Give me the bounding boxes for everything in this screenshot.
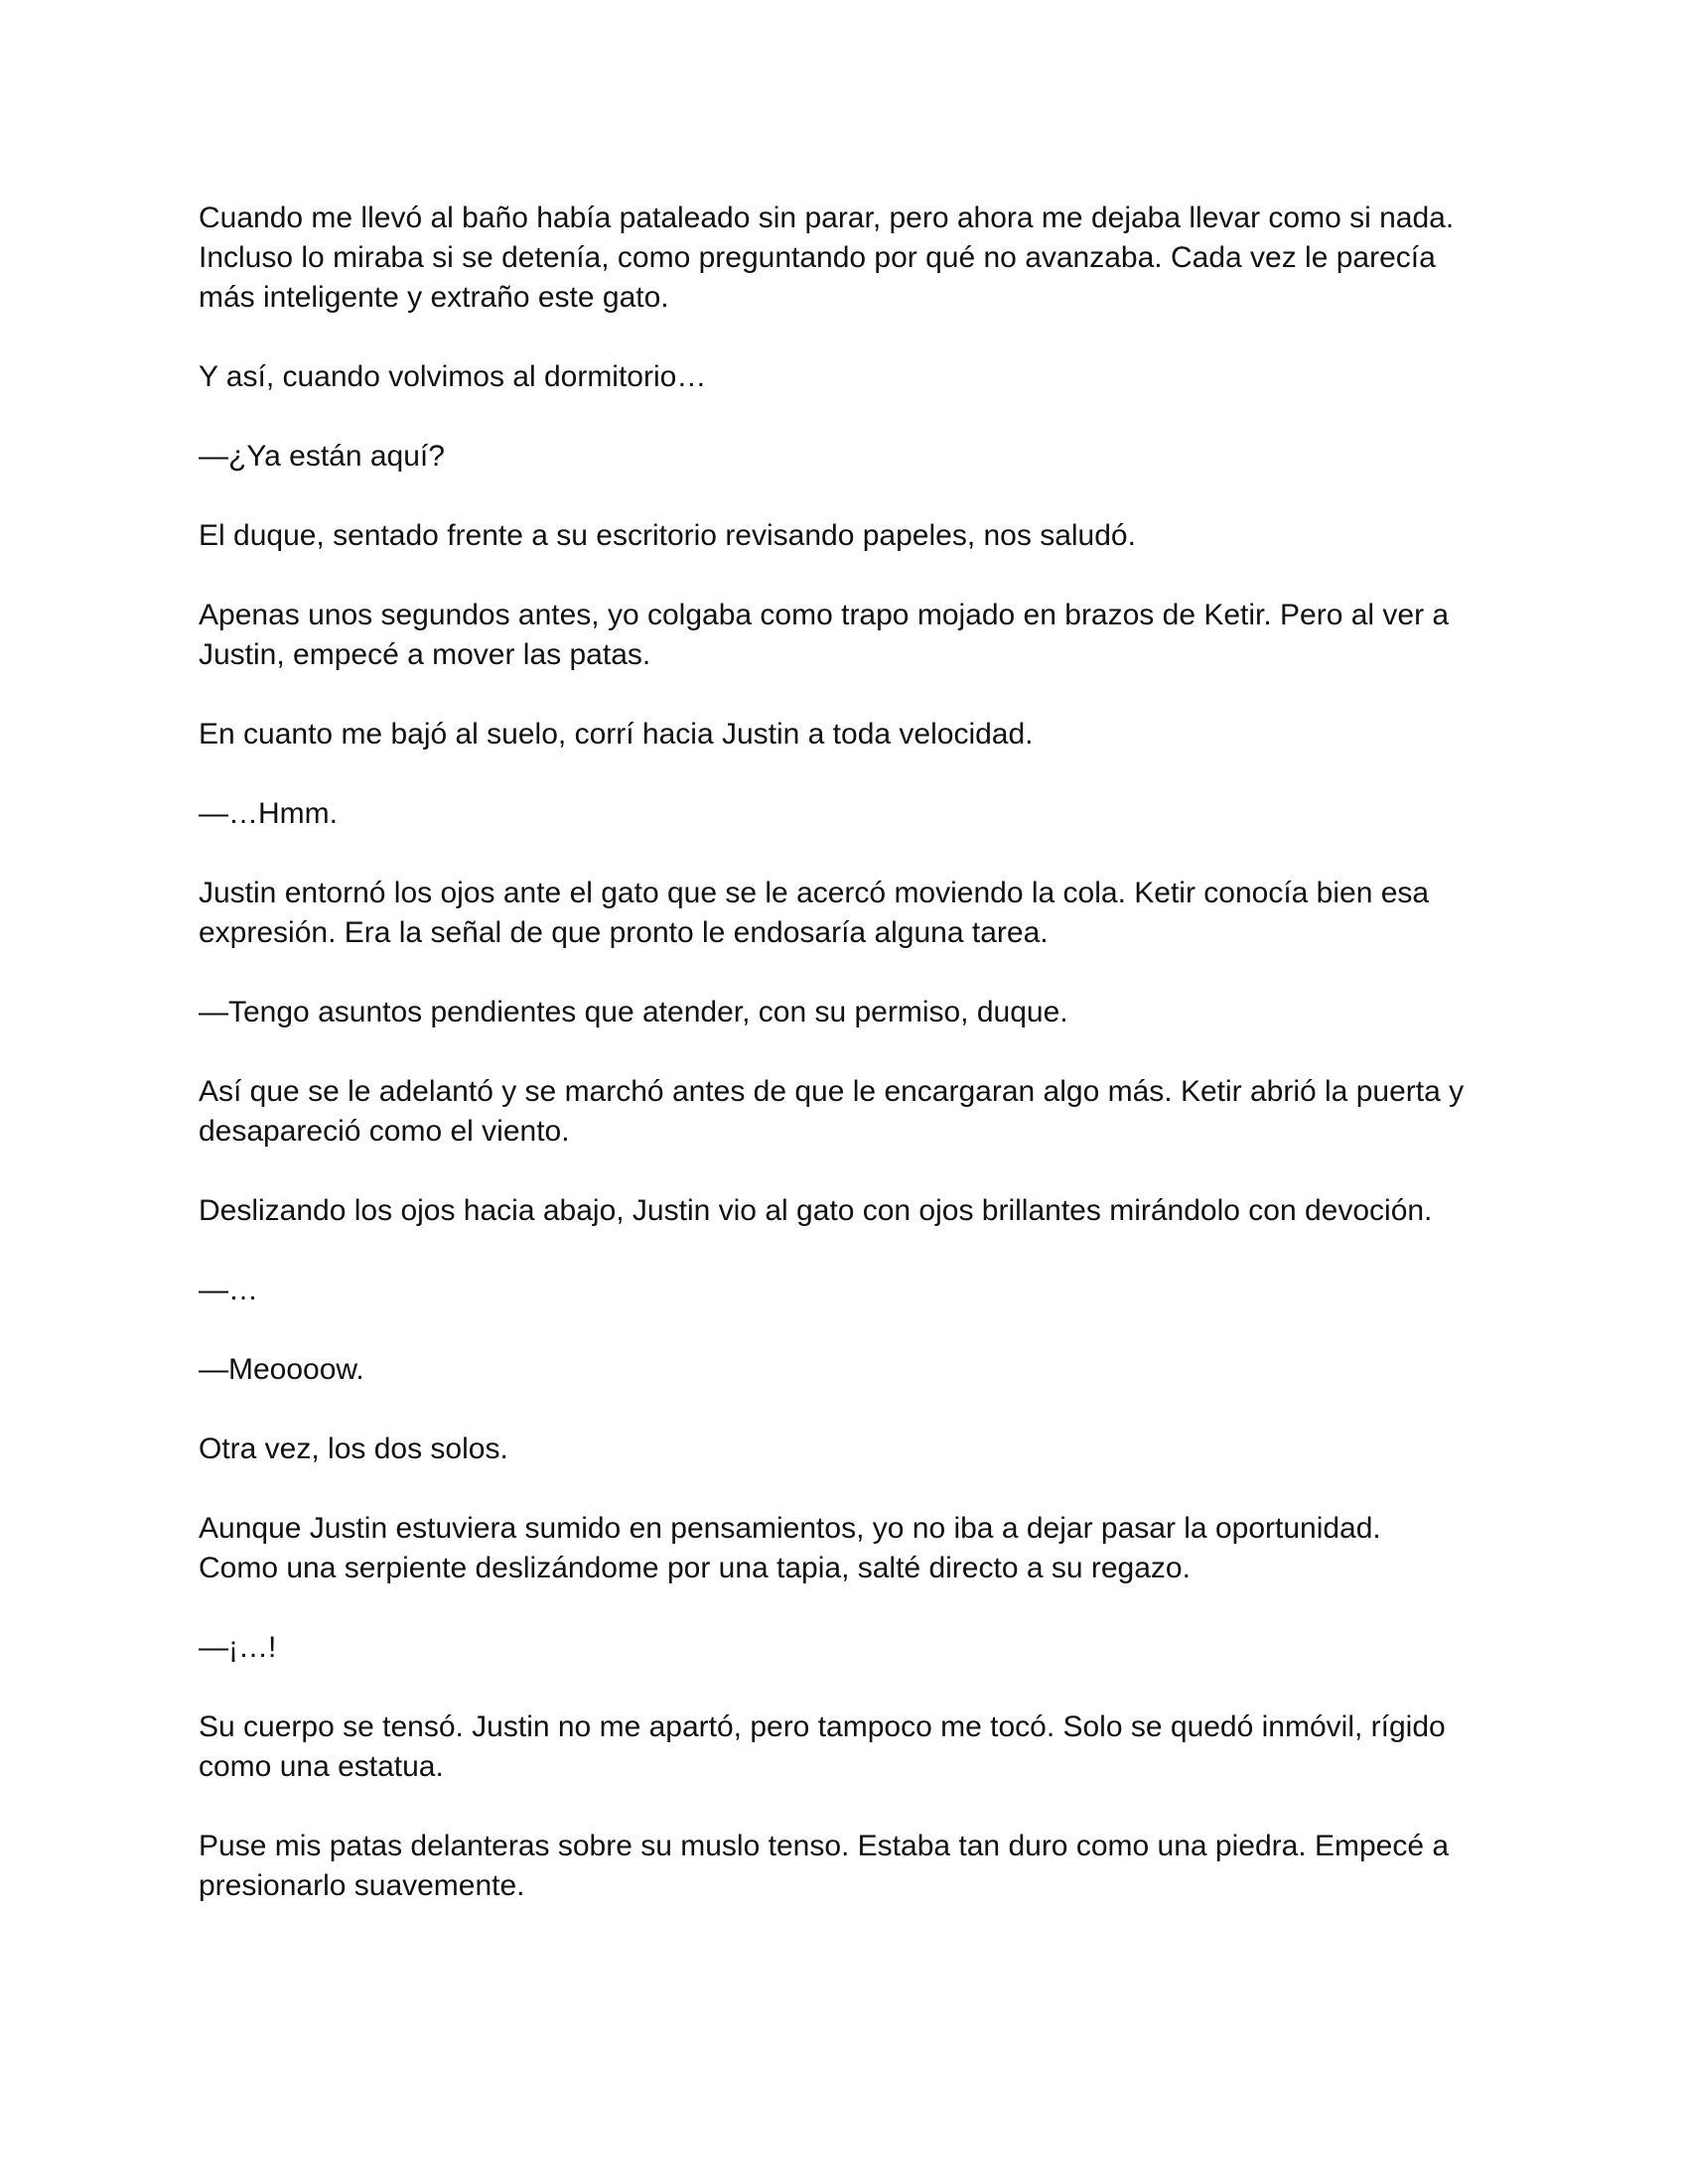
paragraph: [199, 1350, 1509, 1390]
text-line: expresión. Era la señal de que pronto le endosaría alguna tarea.: [199, 916, 1049, 949]
paragraph: [199, 1191, 1509, 1231]
text-line: —…: [199, 1274, 258, 1306]
text-line: presionarlo suavemente.: [199, 1869, 525, 1902]
paragraph: [199, 516, 1509, 556]
paragraph: [199, 1430, 1509, 1469]
text-line: Deslizando los ojos hacia abajo, Justin vio al gato con ojos brillantes mirándolo con devoción.: [199, 1194, 1433, 1227]
paragraph: [199, 993, 1509, 1032]
text-line: Así que se le adelantó y se marchó antes de que le encargaran algo más. Ketir abrió la puerta y: [199, 1075, 1465, 1108]
text-line: Justin entornó los ojos ante el gato que se le acercó moviendo la cola. Ketir conocía bien esa: [199, 877, 1430, 909]
text-line: —Meoooow.: [199, 1353, 364, 1386]
text-line: En cuanto me bajó al suelo, corrí hacia Justin a toda velocidad.: [199, 718, 1034, 751]
text-line: —¡…!: [199, 1631, 277, 1664]
paragraph: [199, 874, 1509, 953]
text-line: más inteligente y extraño este gato.: [199, 281, 669, 314]
text-line: —¿Ya están aquí?: [199, 440, 445, 473]
paragraph: [199, 1628, 1509, 1668]
paragraph: [199, 199, 1509, 318]
text-line: —Tengo asuntos pendientes que atender, con su permiso, duque.: [199, 996, 1068, 1028]
text-line: Aunque Justin estuviera sumido en pensamientos, yo no iba a dejar pasar la oportunidad.: [199, 1512, 1381, 1545]
text-line: Incluso lo miraba si se detenía, como preguntando por qué no avanzaba. Cada vez le parecía: [199, 241, 1436, 274]
paragraph: [199, 794, 1509, 834]
text-line: Otra vez, los dos solos.: [199, 1433, 508, 1465]
paragraph: [199, 1271, 1509, 1310]
paragraph: [199, 596, 1509, 675]
text-line: como una estatua.: [199, 1750, 444, 1783]
paragraph: [199, 1509, 1509, 1588]
text-line: Como una serpiente deslizándome por una tapia, salté directo a su regazo.: [199, 1552, 1191, 1584]
text-line: Su cuerpo se tensó. Justin no me apartó, pero tampoco me tocó. Solo se quedó inmóvil, rígido: [199, 1710, 1446, 1743]
paragraph: [199, 437, 1509, 477]
text-line: Y así, cuando volvimos al dormitorio…: [199, 360, 707, 393]
text-line: Apenas unos segundos antes, yo colgaba como trapo mojado en brazos de Ketir. Pero al ver a: [199, 599, 1450, 631]
document-body: [199, 199, 1509, 1946]
paragraph: [199, 1072, 1509, 1152]
text-line: —…Hmm.: [199, 797, 338, 830]
text-line: Cuando me llevó al baño había pataleado sin parar, pero ahora me dejaba llevar como si nada.: [199, 202, 1455, 234]
paragraph: [199, 715, 1509, 754]
text-line: desapareció como el viento.: [199, 1115, 570, 1148]
text-line: Justin, empecé a mover las patas.: [199, 638, 651, 671]
text-line: Puse mis patas delanteras sobre su muslo tenso. Estaba tan duro como una piedra. Empecé a: [199, 1830, 1450, 1862]
paragraph: [199, 1827, 1509, 1906]
paragraph: [199, 357, 1509, 397]
text-line: El duque, sentado frente a su escritorio revisando papeles, nos saludó.: [199, 519, 1136, 552]
paragraph: [199, 1707, 1509, 1787]
